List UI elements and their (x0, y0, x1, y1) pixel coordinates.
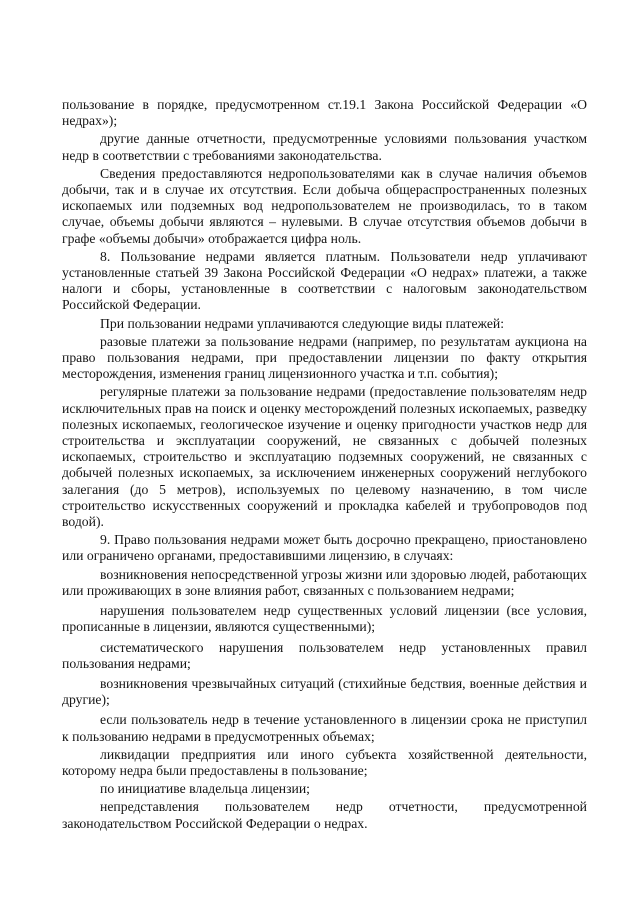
paragraph-info-provided: Сведения предоставляются недропользователями как в случае наличия объемов добычи, так и в случае их отсутствия. Если добыча общераспространенных полезных ископаемых или подземных вод недропользователем не производилась, то в таком случае, объемы добычи являются – нулевыми. В случае отсутствия объемов добычи в графе «объемы добычи» отображается цифра ноль. (62, 165, 587, 246)
paragraph-regular-payments: регулярные платежи за пользование недрами (предоставление пользователям недр исключительных прав на поиск и оценку месторождений полезных ископаемых, разведку полезных ископаемых, геологическое изучение и оценку пригодности участков недр для строительства и эксплуатации сооружений, не связанных с добычей полезных ископаемых, строительство и эксплуатацию подземных сооружений, не связанных с добычей полезных ископаемых, за исключением инженерных сооружений неглубокого залегания (до 5 метров), используемых по целевому назначению, в том числе строительство искусственных сооружений и прокладка кабелей и трубопроводов под водой). (62, 384, 587, 530)
paragraph-systematic: систематического нарушения пользователем недр установленных правил пользования недрами; (62, 639, 587, 671)
paragraph-emergency: возникновения чрезвычайных ситуаций (стихийные бедствия, военные действия и другие); (62, 675, 587, 708)
paragraph-other-reports: другие данные отчетности, предусмотренные условиями пользования участком недр в соответствии с требованиями законодательства. (62, 131, 587, 163)
paragraph-one-time-payments: разовые платежи за пользование недрами (например, по результатам аукциона на право пользования недрами, при предоставлении лицензии по факту открытия месторождения, изменения границ лицензионного участка и т.п. события); (62, 333, 587, 382)
paragraph-section-9: 9. Право пользования недрами может быть досрочно прекращено, приостановлено или ограничено органами, предоставившими лицензию, в случаях: (62, 532, 587, 564)
paragraph-violation: нарушения пользователем недр существенных условий лицензии (все условия, прописанные в лицензии, являются существенными); (62, 603, 587, 635)
paragraph-continuation: пользование в порядке, предусмотренном ст.19.1 Закона Российской Федерации «О недрах»); (62, 97, 587, 129)
paragraph-threat: возникновения непосредственной угрозы жизни или здоровью людей, работающих или проживающих в зоне влияния работ, связанных с пользованием недрами; (62, 566, 587, 598)
paragraph-liquidation: ликвидации предприятия или иного субъекта хозяйственной деятельности, которому недра были предоставлены в пользование; (62, 746, 587, 778)
paragraph-not-started: если пользователь недр в течение установленного в лицензии срока не приступил к пользованию недрами в предусмотренных объемах; (62, 712, 587, 744)
document-page (62, 97, 587, 832)
paragraph-payment-types: При пользовании недрами уплачиваются следующие виды платежей: (100, 315, 505, 331)
paragraph-no-reports: непредставления пользователем недр отчетности, предусмотренной законодательством Российской Федерации о недрах. (62, 799, 587, 831)
paragraph-section-8: 8. Пользование недрами является платным. Пользователи недр уплачивают установленные статьей 39 Закона Российской Федерации «О недрах» платежи, а также налоги и сборы, установленные в соответствии с налоговым законодательством Российской Федерации. (62, 248, 587, 313)
paragraph-owner-initiative: по инициативе владельца лицензии; (100, 781, 310, 797)
